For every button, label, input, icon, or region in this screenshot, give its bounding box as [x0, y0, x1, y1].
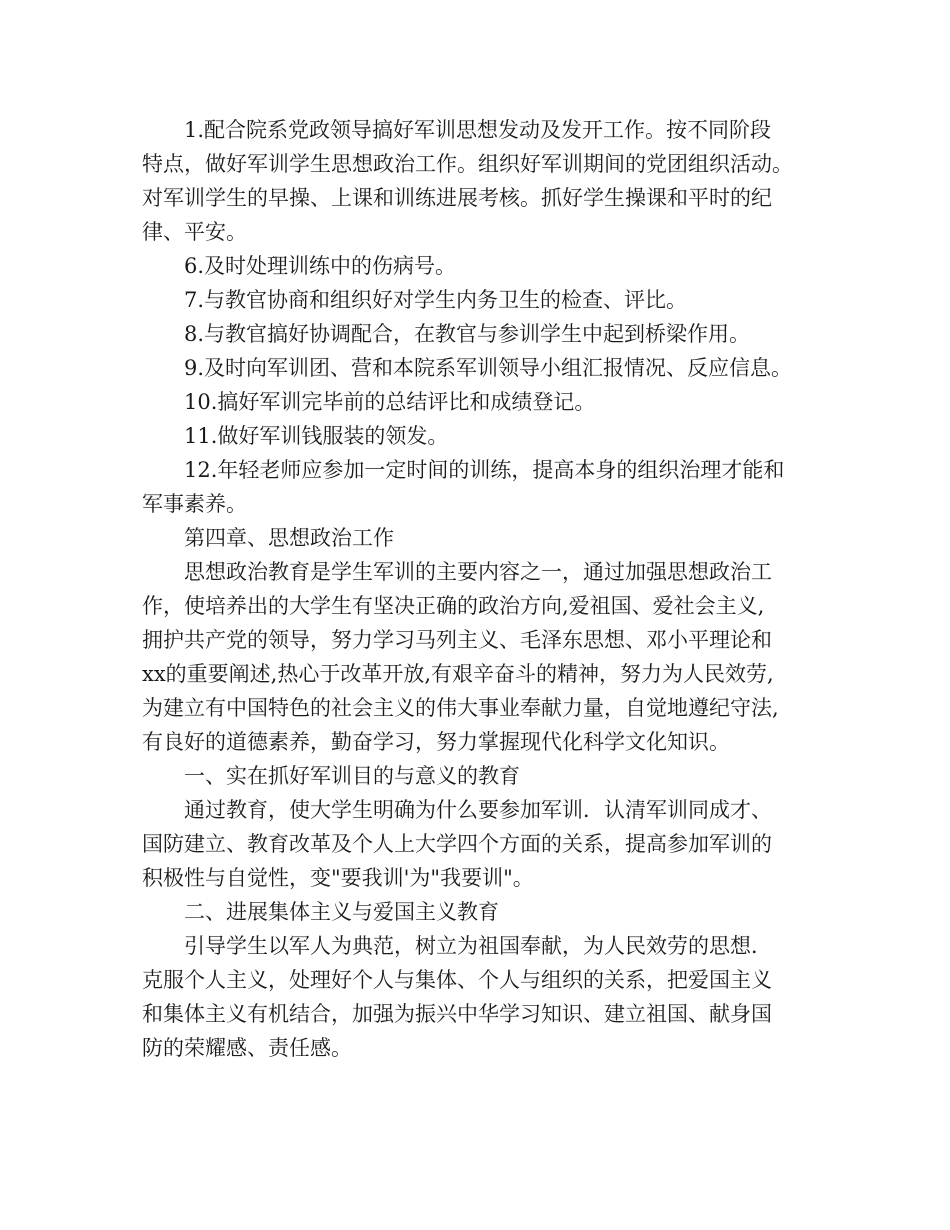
body-paragraph-2-line-3: 积极性与自觉性，变"要我训'为"我要训"。	[142, 866, 534, 890]
body-paragraph-1-line-6: 有良好的道德素养，勤奋学习，努力掌握现代化科学文化知识。	[142, 730, 730, 754]
body-paragraph-1-line-4: xx的重要阐述,热心于改革开放,有艰辛奋斗的精神，努力为人民效劳,	[142, 662, 774, 686]
chapter-heading: 第四章、思想政治工作	[184, 526, 394, 550]
list-item-10: 10.搞好军训完毕前的总结评比和成绩登记。	[184, 390, 596, 414]
list-item-7: 7.与教官协商和组织好对学生内务卫生的检查、评比。	[184, 288, 688, 312]
list-item-11: 11.做好军训钱服装的领发。	[184, 424, 449, 448]
list-item-1-line-3: 对军训学生的早操、上课和训练进展考核。抓好学生操课和平时的纪	[142, 186, 772, 210]
list-item-9: 9.及时向军训团、营和本院系军训领导小组汇报情况、反应信息。	[184, 356, 793, 380]
body-paragraph-1-line-3: 拥护共产党的领导，努力学习马列主义、毛泽东思想、邓小平理论和	[142, 628, 772, 652]
list-item-1-line-1: 1.配合院系党政领导搞好军训思想发动及发开工作。按不同阶段	[184, 118, 772, 142]
body-paragraph-2-line-2: 国防建立、教育改革及个人上大学四个方面的关系，提高参加军训的	[142, 832, 772, 856]
list-item-12-line-1: 12.年轻老师应参加一定时间的训练，提高本身的组织治理才能和	[184, 458, 785, 482]
body-paragraph-2-line-1: 通过教育，使大学生明确为什么要参加军训．认清军训同成才、	[184, 798, 772, 822]
list-item-12-line-2: 军事素养。	[142, 492, 247, 516]
body-paragraph-1-line-1: 思想政治教育是学生军训的主要内容之一，通过加强思想政治工	[184, 560, 772, 584]
list-item-1-line-2: 特点，做好军训学生思想政治工作。组织好军训期间的党团组织活动。	[142, 152, 793, 176]
section-heading-1: 一、实在抓好军训目的与意义的教育	[184, 764, 520, 788]
list-item-6: 6.及时处理训练中的伤病号。	[184, 254, 457, 278]
body-paragraph-1-line-5: 为建立有中国特色的社会主义的伟大事业奉献力量，自觉地遵纪守法,	[142, 696, 779, 720]
body-paragraph-3-line-1: 引导学生以军人为典范，树立为祖国奉献，为人民效劳的思想．	[184, 934, 772, 958]
document-body	[142, 113, 822, 1065]
body-paragraph-3-line-4: 防的荣耀感、责任感。	[142, 1036, 352, 1060]
section-heading-2: 二、进展集体主义与爱国主义教育	[184, 900, 499, 924]
body-paragraph-3-line-3: 和集体主义有机结合，加强为振兴中华学习知识、建立祖国、献身国	[142, 1002, 772, 1026]
body-paragraph-1-line-2: 作，使培养出的大学生有坚决正确的政治方向,爱祖国、爱社会主义,	[142, 594, 765, 618]
list-item-8: 8.与教官搞好协调配合，在教官与参训学生中起到桥梁作用。	[184, 322, 751, 346]
body-paragraph-3-line-2: 克服个人主义，处理好个人与集体、个人与组织的关系，把爱国主义	[142, 968, 772, 992]
list-item-1-line-4: 律、平安。	[142, 220, 247, 244]
